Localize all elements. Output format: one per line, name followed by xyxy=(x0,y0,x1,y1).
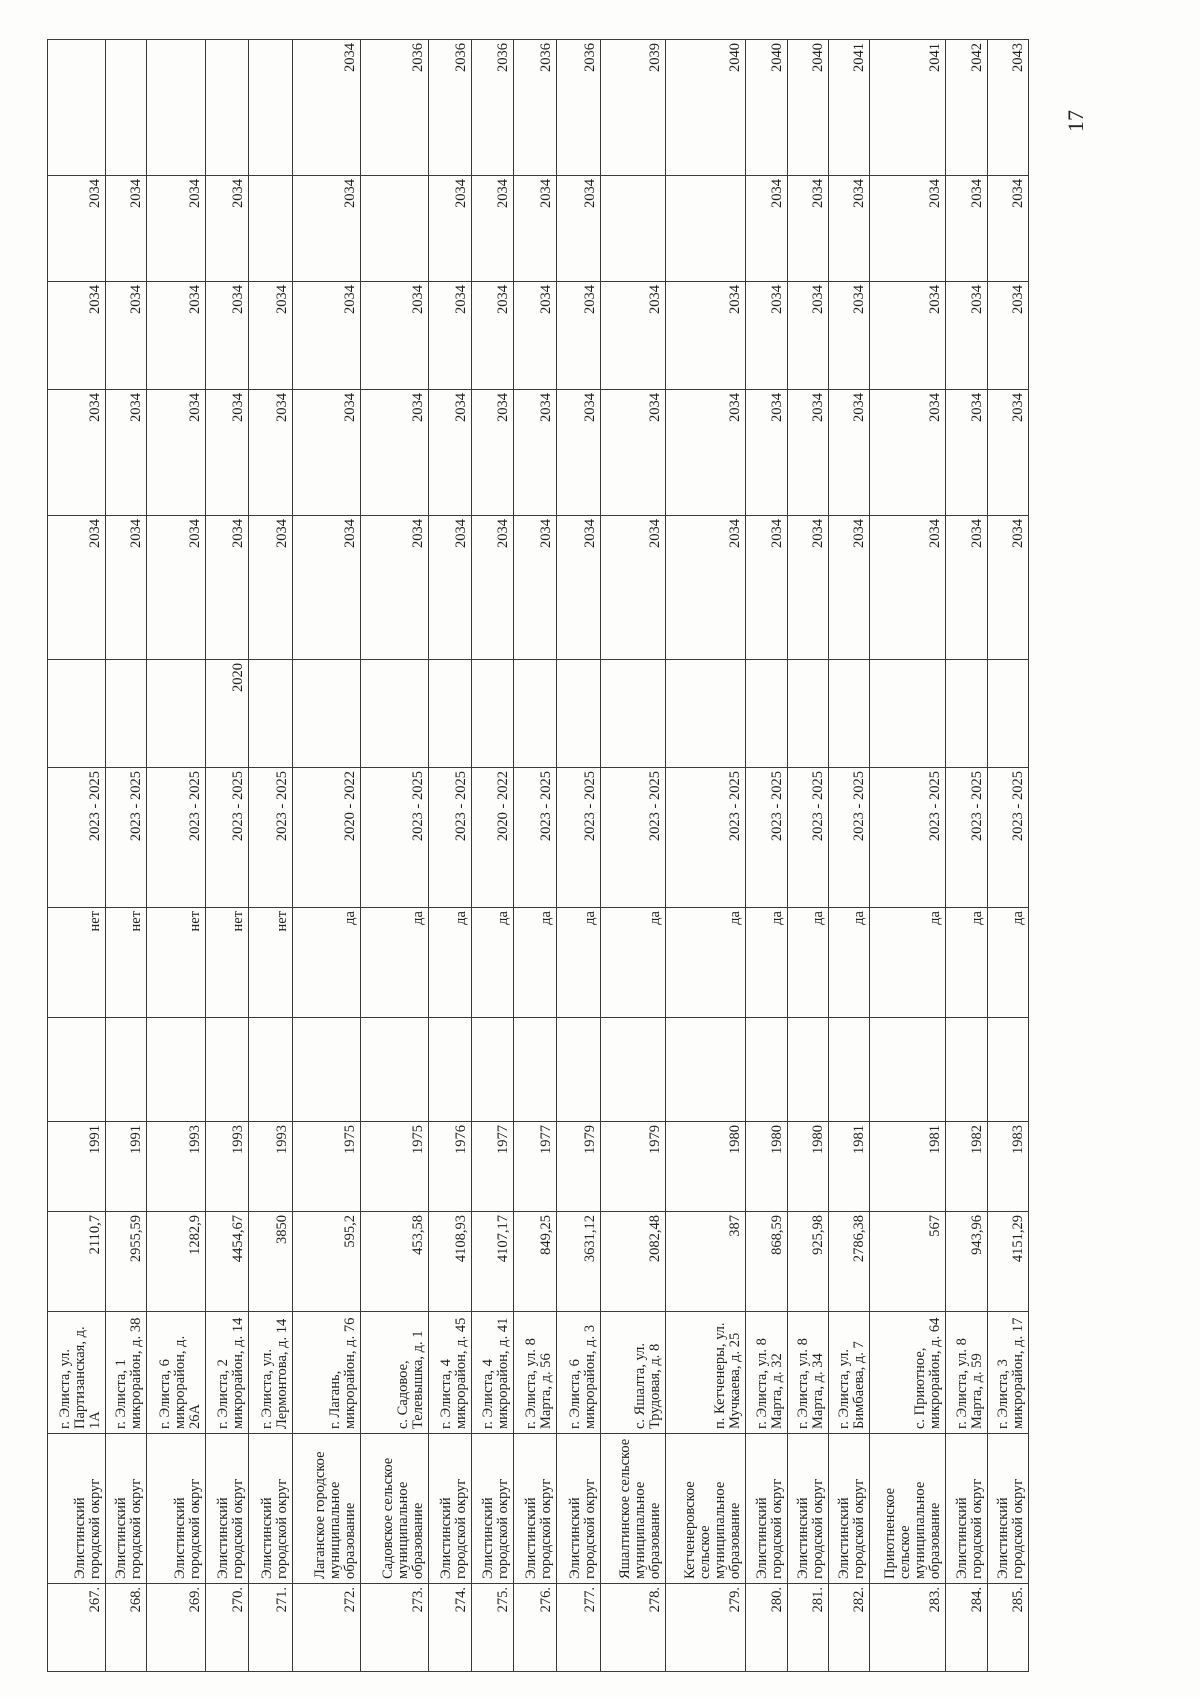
cell-year: 1980 xyxy=(666,1122,746,1212)
cell-y4: 2034 xyxy=(869,176,945,282)
table-row xyxy=(513,40,557,1672)
table-row xyxy=(869,40,945,1672)
cell-year: 1991 xyxy=(48,1122,106,1212)
cell-y1: 2034 xyxy=(48,516,106,660)
cell-y3: 2034 xyxy=(946,282,987,390)
table-row xyxy=(249,40,293,1672)
cell-y3: 2034 xyxy=(600,282,665,390)
table-row xyxy=(746,40,787,1672)
cell-period: 2023 - 2025 xyxy=(987,768,1028,908)
cell-year: 1981 xyxy=(828,1122,869,1212)
cell-addr: г. Элиста, 1 микрорайон, д. 38 xyxy=(106,1312,147,1434)
capital-repair-schedule-table xyxy=(47,39,1029,1672)
cell-y2: 2034 xyxy=(828,390,869,516)
cell-addr: г. Элиста, ул. Лермонтова, д. 14 xyxy=(249,1312,293,1434)
cell-y1: 2034 xyxy=(946,516,987,660)
cell-year: 1977 xyxy=(472,1122,513,1212)
empty-cell xyxy=(828,1018,869,1122)
table-row xyxy=(48,40,106,1672)
cell-muni: Элистинский городской округ xyxy=(249,1434,293,1584)
cell-y5: 2043 xyxy=(987,40,1028,176)
cell-year: 1982 xyxy=(946,1122,987,1212)
cell-y5: 2034 xyxy=(292,40,360,176)
cell-y1: 2034 xyxy=(666,516,746,660)
cell-flag: нет xyxy=(147,908,205,1018)
empty-cell xyxy=(205,1018,249,1122)
cell-muni: Элистинский городской округ xyxy=(746,1434,787,1584)
empty-cell xyxy=(787,1018,828,1122)
cell-n: 274. xyxy=(428,1584,472,1672)
cell-y4: 2034 xyxy=(987,176,1028,282)
empty-cell xyxy=(249,1018,293,1122)
cell-area: 4151,29 xyxy=(987,1212,1028,1312)
cell-y1: 2034 xyxy=(513,516,557,660)
cell-y5: 2040 xyxy=(666,40,746,176)
cell-done xyxy=(428,660,472,768)
cell-done xyxy=(787,660,828,768)
cell-area: 2786,38 xyxy=(828,1212,869,1312)
cell-y1: 2034 xyxy=(787,516,828,660)
cell-y4: 2034 xyxy=(106,176,147,282)
cell-y2: 2034 xyxy=(292,390,360,516)
cell-muni: Элистинский городской округ xyxy=(828,1434,869,1584)
cell-y2: 2034 xyxy=(360,390,428,516)
cell-muni: Яшалтинское сельское муниципальное образование xyxy=(600,1434,665,1584)
cell-period: 2023 - 2025 xyxy=(666,768,746,908)
cell-y5: 2042 xyxy=(946,40,987,176)
cell-done xyxy=(48,660,106,768)
cell-period: 2023 - 2025 xyxy=(428,768,472,908)
cell-area: 3850 xyxy=(249,1212,293,1312)
cell-y4 xyxy=(360,176,428,282)
cell-addr: г. Элиста, ул. 8 Марта, д. 32 xyxy=(746,1312,787,1434)
cell-muni: Элистинский городской округ xyxy=(106,1434,147,1584)
cell-y2: 2034 xyxy=(147,390,205,516)
cell-muni: Кетченеровское сельское муниципальное образование xyxy=(666,1434,746,1584)
cell-area: 849,25 xyxy=(513,1212,557,1312)
cell-n: 269. xyxy=(147,1584,205,1672)
cell-y5: 2040 xyxy=(746,40,787,176)
cell-period: 2023 - 2025 xyxy=(869,768,945,908)
cell-addr: г. Элиста, ул. 8 Марта, д. 59 xyxy=(946,1312,987,1434)
cell-addr: г. Элиста, 6 микрорайон, д. 26А xyxy=(147,1312,205,1434)
cell-n: 279. xyxy=(666,1584,746,1672)
cell-year: 1975 xyxy=(360,1122,428,1212)
cell-flag: да xyxy=(946,908,987,1018)
cell-y2: 2034 xyxy=(746,390,787,516)
cell-y5: 2040 xyxy=(787,40,828,176)
cell-y2: 2034 xyxy=(946,390,987,516)
cell-addr: г. Элиста, 4 микрорайон, д. 45 xyxy=(428,1312,472,1434)
cell-done xyxy=(746,660,787,768)
cell-year: 1977 xyxy=(513,1122,557,1212)
cell-y1: 2034 xyxy=(828,516,869,660)
cell-y3: 2034 xyxy=(292,282,360,390)
cell-muni: Лаганское городское муниципальное образование xyxy=(292,1434,360,1584)
cell-flag: нет xyxy=(106,908,147,1018)
cell-year: 1993 xyxy=(147,1122,205,1212)
cell-n: 273. xyxy=(360,1584,428,1672)
cell-flag: да xyxy=(987,908,1028,1018)
rotated-table-container xyxy=(47,40,1029,1672)
cell-period: 2023 - 2025 xyxy=(205,768,249,908)
cell-y4 xyxy=(666,176,746,282)
cell-n: 280. xyxy=(746,1584,787,1672)
cell-done xyxy=(292,660,360,768)
cell-flag: нет xyxy=(48,908,106,1018)
cell-area: 2955,59 xyxy=(106,1212,147,1312)
cell-period: 2023 - 2025 xyxy=(106,768,147,908)
cell-y5: 2036 xyxy=(557,40,601,176)
cell-y3: 2034 xyxy=(987,282,1028,390)
cell-y1: 2034 xyxy=(557,516,601,660)
cell-addr: г. Элиста, ул. 8 Марта, д. 34 xyxy=(787,1312,828,1434)
cell-y3: 2034 xyxy=(666,282,746,390)
cell-area: 1282,9 xyxy=(147,1212,205,1312)
cell-y1: 2034 xyxy=(249,516,293,660)
cell-done xyxy=(987,660,1028,768)
cell-y2: 2034 xyxy=(249,390,293,516)
cell-y5 xyxy=(249,40,293,176)
cell-muni: Элистинский городской округ xyxy=(987,1434,1028,1584)
cell-n: 284. xyxy=(946,1584,987,1672)
cell-flag: да xyxy=(828,908,869,1018)
cell-y2: 2034 xyxy=(787,390,828,516)
cell-period: 2023 - 2025 xyxy=(249,768,293,908)
cell-done xyxy=(513,660,557,768)
cell-flag: нет xyxy=(205,908,249,1018)
cell-n: 283. xyxy=(869,1584,945,1672)
cell-done xyxy=(828,660,869,768)
cell-n: 270. xyxy=(205,1584,249,1672)
cell-flag: да xyxy=(600,908,665,1018)
cell-area: 925,98 xyxy=(787,1212,828,1312)
cell-y3: 2034 xyxy=(205,282,249,390)
cell-y5: 2036 xyxy=(472,40,513,176)
cell-muni: Садовское сельское муниципальное образование xyxy=(360,1434,428,1584)
table-row xyxy=(600,40,665,1672)
cell-n: 275. xyxy=(472,1584,513,1672)
cell-y2: 2034 xyxy=(557,390,601,516)
empty-cell xyxy=(292,1018,360,1122)
cell-addr: с. Яшалта, ул. Трудовая, д. 8 xyxy=(600,1312,665,1434)
cell-y2: 2034 xyxy=(513,390,557,516)
cell-year: 1993 xyxy=(249,1122,293,1212)
empty-cell xyxy=(557,1018,601,1122)
cell-muni: Элистинский городской округ xyxy=(557,1434,601,1584)
cell-area: 2110,7 xyxy=(48,1212,106,1312)
cell-addr: г. Элиста, 6 микрорайон, д. 3 xyxy=(557,1312,601,1434)
cell-y3: 2034 xyxy=(869,282,945,390)
cell-year: 1979 xyxy=(557,1122,601,1212)
cell-y1: 2034 xyxy=(360,516,428,660)
cell-area: 4108,93 xyxy=(428,1212,472,1312)
cell-n: 282. xyxy=(828,1584,869,1672)
cell-addr: г. Элиста, 2 микрорайон, д. 14 xyxy=(205,1312,249,1434)
page-number: 17 xyxy=(1063,110,1088,132)
cell-y2: 2034 xyxy=(472,390,513,516)
cell-y3: 2034 xyxy=(787,282,828,390)
cell-y3: 2034 xyxy=(513,282,557,390)
cell-y1: 2034 xyxy=(987,516,1028,660)
cell-area: 868,59 xyxy=(746,1212,787,1312)
cell-y1: 2034 xyxy=(205,516,249,660)
cell-year: 1975 xyxy=(292,1122,360,1212)
cell-period: 2023 - 2025 xyxy=(787,768,828,908)
cell-addr: п. Кетченеры, ул. Мучкаева, д. 25 xyxy=(666,1312,746,1434)
cell-y1: 2034 xyxy=(292,516,360,660)
cell-y4: 2034 xyxy=(428,176,472,282)
cell-period: 2023 - 2025 xyxy=(360,768,428,908)
cell-y4: 2034 xyxy=(205,176,249,282)
cell-year: 1981 xyxy=(869,1122,945,1212)
cell-y3: 2034 xyxy=(249,282,293,390)
cell-year: 1991 xyxy=(106,1122,147,1212)
cell-n: 281. xyxy=(787,1584,828,1672)
cell-period: 2023 - 2025 xyxy=(147,768,205,908)
cell-muni: Элистинский городской округ xyxy=(147,1434,205,1584)
cell-y5 xyxy=(147,40,205,176)
cell-done xyxy=(666,660,746,768)
cell-y5: 2036 xyxy=(428,40,472,176)
cell-done xyxy=(147,660,205,768)
cell-y3: 2034 xyxy=(48,282,106,390)
cell-done xyxy=(869,660,945,768)
cell-muni: Элистинский городской округ xyxy=(513,1434,557,1584)
cell-n: 267. xyxy=(48,1584,106,1672)
empty-cell xyxy=(106,1018,147,1122)
cell-addr: с. Садовое, Телевышка, д. 1 xyxy=(360,1312,428,1434)
cell-y5: 2039 xyxy=(600,40,665,176)
cell-addr: г. Лагань, микрорайон, д. 76 xyxy=(292,1312,360,1434)
empty-cell xyxy=(147,1018,205,1122)
cell-y4 xyxy=(600,176,665,282)
cell-flag: да xyxy=(360,908,428,1018)
cell-y3: 2034 xyxy=(147,282,205,390)
cell-addr: г. Элиста, 4 микрорайон, д. 41 xyxy=(472,1312,513,1434)
empty-cell xyxy=(869,1018,945,1122)
empty-cell xyxy=(360,1018,428,1122)
cell-y3: 2034 xyxy=(428,282,472,390)
cell-y3: 2034 xyxy=(472,282,513,390)
cell-y4 xyxy=(249,176,293,282)
cell-area: 567 xyxy=(869,1212,945,1312)
cell-muni: Приютненское сельское муниципальное образование xyxy=(869,1434,945,1584)
cell-flag: да xyxy=(472,908,513,1018)
cell-n: 285. xyxy=(987,1584,1028,1672)
cell-flag: нет xyxy=(249,908,293,1018)
cell-y2: 2034 xyxy=(106,390,147,516)
empty-cell xyxy=(746,1018,787,1122)
cell-y4: 2034 xyxy=(828,176,869,282)
table-row xyxy=(147,40,205,1672)
cell-period: 2023 - 2025 xyxy=(946,768,987,908)
table-row xyxy=(360,40,428,1672)
cell-year: 1980 xyxy=(787,1122,828,1212)
cell-y2: 2034 xyxy=(600,390,665,516)
cell-y1: 2034 xyxy=(428,516,472,660)
cell-muni: Элистинский городской округ xyxy=(205,1434,249,1584)
cell-y1: 2034 xyxy=(106,516,147,660)
cell-muni: Элистинский городской округ xyxy=(472,1434,513,1584)
table-body xyxy=(48,40,1029,1672)
cell-y2: 2034 xyxy=(987,390,1028,516)
cell-done xyxy=(557,660,601,768)
cell-year: 1993 xyxy=(205,1122,249,1212)
table-row xyxy=(205,40,249,1672)
cell-area: 595,2 xyxy=(292,1212,360,1312)
cell-flag: да xyxy=(513,908,557,1018)
empty-cell xyxy=(946,1018,987,1122)
cell-y2: 2034 xyxy=(666,390,746,516)
cell-area: 387 xyxy=(666,1212,746,1312)
cell-y3: 2034 xyxy=(106,282,147,390)
cell-area: 4107,17 xyxy=(472,1212,513,1312)
cell-area: 4454,67 xyxy=(205,1212,249,1312)
cell-y5: 2036 xyxy=(360,40,428,176)
cell-period: 2023 - 2025 xyxy=(513,768,557,908)
table-row xyxy=(428,40,472,1672)
cell-done xyxy=(360,660,428,768)
cell-n: 271. xyxy=(249,1584,293,1672)
cell-year: 1979 xyxy=(600,1122,665,1212)
table-row xyxy=(946,40,987,1672)
cell-muni: Элистинский городской округ xyxy=(48,1434,106,1584)
cell-flag: да xyxy=(787,908,828,1018)
cell-y2: 2034 xyxy=(205,390,249,516)
cell-addr: г. Элиста, 3 микрорайон, д. 17 xyxy=(987,1312,1028,1434)
empty-cell xyxy=(472,1018,513,1122)
cell-y4: 2034 xyxy=(292,176,360,282)
cell-area: 2082,48 xyxy=(600,1212,665,1312)
cell-period: 2020 - 2022 xyxy=(292,768,360,908)
cell-n: 272. xyxy=(292,1584,360,1672)
cell-area: 453,58 xyxy=(360,1212,428,1312)
cell-year: 1983 xyxy=(987,1122,1028,1212)
cell-y3: 2034 xyxy=(360,282,428,390)
cell-y3: 2034 xyxy=(828,282,869,390)
cell-y4: 2034 xyxy=(946,176,987,282)
cell-addr: г. Элиста, ул. Партизанская, д. 1А xyxy=(48,1312,106,1434)
table-row xyxy=(787,40,828,1672)
cell-area: 3631,12 xyxy=(557,1212,601,1312)
cell-n: 278. xyxy=(600,1584,665,1672)
cell-flag: да xyxy=(292,908,360,1018)
cell-y5 xyxy=(205,40,249,176)
cell-muni: Элистинский городской округ xyxy=(946,1434,987,1584)
cell-addr: с. Приютное, микрорайон, д. 64 xyxy=(869,1312,945,1434)
cell-addr: г. Элиста, ул. Бимбаева, д. 7 xyxy=(828,1312,869,1434)
cell-y4: 2034 xyxy=(557,176,601,282)
cell-period: 2020 - 2022 xyxy=(472,768,513,908)
empty-cell xyxy=(428,1018,472,1122)
cell-y1: 2034 xyxy=(147,516,205,660)
cell-y2: 2034 xyxy=(48,390,106,516)
cell-year: 1980 xyxy=(746,1122,787,1212)
cell-done xyxy=(249,660,293,768)
cell-y1: 2034 xyxy=(746,516,787,660)
cell-muni: Элистинский городской округ xyxy=(428,1434,472,1584)
cell-done xyxy=(600,660,665,768)
cell-y4: 2034 xyxy=(746,176,787,282)
cell-y4: 2034 xyxy=(48,176,106,282)
cell-flag: да xyxy=(557,908,601,1018)
cell-flag: да xyxy=(746,908,787,1018)
empty-cell xyxy=(513,1018,557,1122)
cell-flag: да xyxy=(428,908,472,1018)
cell-period: 2023 - 2025 xyxy=(557,768,601,908)
cell-flag: да xyxy=(666,908,746,1018)
cell-area: 943,96 xyxy=(946,1212,987,1312)
cell-year: 1976 xyxy=(428,1122,472,1212)
empty-cell xyxy=(600,1018,665,1122)
table-row xyxy=(106,40,147,1672)
cell-flag: да xyxy=(869,908,945,1018)
table-row xyxy=(666,40,746,1672)
cell-y4: 2034 xyxy=(472,176,513,282)
empty-cell xyxy=(987,1018,1028,1122)
cell-period: 2023 - 2025 xyxy=(48,768,106,908)
cell-y5: 2041 xyxy=(869,40,945,176)
cell-n: 276. xyxy=(513,1584,557,1672)
cell-done: 2020 xyxy=(205,660,249,768)
cell-y2: 2034 xyxy=(428,390,472,516)
empty-cell xyxy=(666,1018,746,1122)
cell-y1: 2034 xyxy=(472,516,513,660)
table-row xyxy=(557,40,601,1672)
cell-muni: Элистинский городской округ xyxy=(787,1434,828,1584)
cell-y2: 2034 xyxy=(869,390,945,516)
cell-y5 xyxy=(48,40,106,176)
cell-n: 277. xyxy=(557,1584,601,1672)
table-row xyxy=(472,40,513,1672)
empty-cell xyxy=(48,1018,106,1122)
cell-y3: 2034 xyxy=(746,282,787,390)
cell-addr: г. Элиста, ул. 8 Марта, д. 56 xyxy=(513,1312,557,1434)
table-row xyxy=(828,40,869,1672)
cell-n: 268. xyxy=(106,1584,147,1672)
cell-y5 xyxy=(106,40,147,176)
cell-y5: 2041 xyxy=(828,40,869,176)
cell-y1: 2034 xyxy=(600,516,665,660)
cell-y3: 2034 xyxy=(557,282,601,390)
cell-done xyxy=(106,660,147,768)
cell-period: 2023 - 2025 xyxy=(600,768,665,908)
cell-done xyxy=(472,660,513,768)
cell-period: 2023 - 2025 xyxy=(746,768,787,908)
cell-period: 2023 - 2025 xyxy=(828,768,869,908)
cell-y4: 2034 xyxy=(787,176,828,282)
cell-y4: 2034 xyxy=(147,176,205,282)
cell-done xyxy=(946,660,987,768)
cell-y5: 2036 xyxy=(513,40,557,176)
cell-y1: 2034 xyxy=(869,516,945,660)
table-row xyxy=(292,40,360,1672)
table-row xyxy=(987,40,1028,1672)
cell-y4: 2034 xyxy=(513,176,557,282)
